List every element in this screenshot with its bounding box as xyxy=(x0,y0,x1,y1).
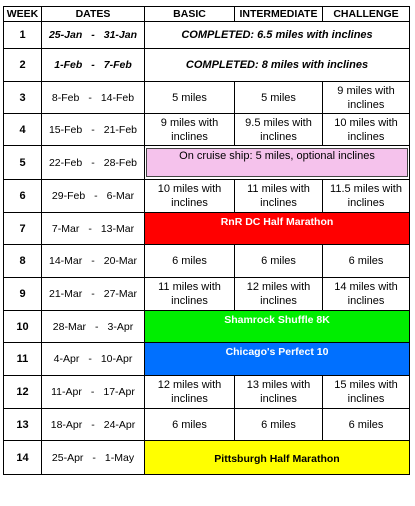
race-event: Chicago's Perfect 10 xyxy=(145,343,410,376)
date-end: 24-Apr xyxy=(103,418,136,431)
intermediate-plan: 6 miles xyxy=(235,409,323,441)
date-separator: - xyxy=(88,353,92,365)
date-start: 11-Apr xyxy=(51,386,82,398)
race-event: RnR DC Half Marathon xyxy=(145,213,410,245)
date-range xyxy=(42,146,145,180)
date-separator: - xyxy=(91,59,95,71)
header-row xyxy=(4,7,410,22)
schedule-rows xyxy=(4,22,410,475)
table-row xyxy=(4,146,410,180)
intermediate-plan: 9.5 miles with inclines xyxy=(235,114,323,146)
date-separator: - xyxy=(91,288,95,300)
date-start: 28-Mar xyxy=(52,320,87,333)
training-schedule-table xyxy=(3,6,410,475)
date-end: 28-Feb xyxy=(103,156,138,169)
date-start: 1-Feb xyxy=(54,59,83,71)
header-dates: DATES xyxy=(42,7,145,22)
week-number: 14 xyxy=(4,441,42,475)
week-number: 11 xyxy=(4,343,42,376)
date-end: 3-Apr xyxy=(107,320,134,333)
header-basic: BASIC xyxy=(145,7,235,22)
intermediate-plan: 12 miles with inclines xyxy=(235,278,323,311)
week-number: 7 xyxy=(4,213,42,245)
basic-plan: 12 miles with inclines xyxy=(145,376,235,409)
date-range xyxy=(42,376,145,409)
table-row xyxy=(4,22,410,49)
table-row xyxy=(4,49,410,82)
date-range xyxy=(42,245,145,278)
header-challenge: CHALLENGE xyxy=(323,7,410,22)
date-end: 31-Jan xyxy=(103,29,138,41)
date-range xyxy=(42,49,145,82)
date-start: 15-Feb xyxy=(48,123,83,136)
week-number: 13 xyxy=(4,409,42,441)
date-separator: - xyxy=(88,222,92,235)
challenge-plan: 6 miles xyxy=(323,409,410,441)
date-start: 29-Feb xyxy=(51,190,86,202)
date-range xyxy=(42,180,145,213)
basic-plan: 6 miles xyxy=(145,245,235,278)
challenge-plan: 15 miles with inclines xyxy=(323,376,410,409)
challenge-plan: 14 miles with inclines xyxy=(323,278,410,311)
table-row xyxy=(4,441,410,475)
race-event: Shamrock Shuffle 8K xyxy=(145,311,410,343)
table-row xyxy=(4,114,410,146)
date-separator: - xyxy=(92,451,96,464)
week-number: 1 xyxy=(4,22,42,49)
date-end: 27-Mar xyxy=(103,288,138,300)
date-start: 25-Apr xyxy=(51,451,84,464)
date-separator: - xyxy=(88,91,92,104)
table-row xyxy=(4,245,410,278)
date-range xyxy=(42,114,145,146)
week-number: 5 xyxy=(4,146,42,180)
basic-plan: 6 miles xyxy=(145,409,235,441)
completed-note: COMPLETED: 6.5 miles with inclines xyxy=(145,22,410,49)
date-end: 10-Apr xyxy=(100,353,133,365)
date-end: 1-May xyxy=(104,451,135,464)
date-range xyxy=(42,82,145,114)
date-range xyxy=(42,213,145,245)
date-start: 18-Apr xyxy=(50,418,83,431)
table-row xyxy=(4,278,410,311)
date-start: 22-Feb xyxy=(48,156,83,169)
date-separator: - xyxy=(95,320,99,333)
challenge-plan: 6 miles xyxy=(323,245,410,278)
date-start: 4-Apr xyxy=(53,353,80,365)
challenge-plan: 9 miles with inclines xyxy=(323,82,410,114)
date-range xyxy=(42,278,145,311)
table-row xyxy=(4,213,410,245)
date-range xyxy=(42,311,145,343)
date-start: 8-Feb xyxy=(51,91,80,104)
table-row xyxy=(4,180,410,213)
table-row xyxy=(4,409,410,441)
basic-plan: 5 miles xyxy=(145,82,235,114)
table-row xyxy=(4,82,410,114)
intermediate-plan: 13 miles with inclines xyxy=(235,376,323,409)
week-number: 3 xyxy=(4,82,42,114)
intermediate-plan: 11 miles with inclines xyxy=(235,180,323,213)
date-end: 21-Feb xyxy=(103,123,138,136)
challenge-plan: 10 miles with inclines xyxy=(323,114,410,146)
date-end: 6-Mar xyxy=(106,190,135,202)
header-intermediate: INTERMEDIATE xyxy=(235,7,323,22)
date-start: 14-Mar xyxy=(48,255,83,267)
date-separator: - xyxy=(91,156,95,169)
basic-plan: 11 miles with inclines xyxy=(145,278,235,311)
header-week: WEEK xyxy=(4,7,42,22)
week-number: 9 xyxy=(4,278,42,311)
date-range xyxy=(42,22,145,49)
date-separator: - xyxy=(91,29,95,41)
date-separator: - xyxy=(94,190,98,202)
date-range xyxy=(42,409,145,441)
table-row xyxy=(4,311,410,343)
week-number: 12 xyxy=(4,376,42,409)
date-separator: - xyxy=(91,418,95,431)
cruise-cell xyxy=(145,146,410,180)
date-range xyxy=(42,343,145,376)
date-separator: - xyxy=(91,255,95,267)
date-end: 14-Feb xyxy=(100,91,135,104)
week-number: 10 xyxy=(4,311,42,343)
date-separator: - xyxy=(91,123,95,136)
date-end: 17-Apr xyxy=(103,386,135,398)
week-number: 8 xyxy=(4,245,42,278)
date-end: 13-Mar xyxy=(100,222,135,235)
completed-note: COMPLETED: 8 miles with inclines xyxy=(145,49,410,82)
basic-plan: 9 miles with inclines xyxy=(145,114,235,146)
challenge-plan: 11.5 miles with inclines xyxy=(323,180,410,213)
date-range xyxy=(42,441,145,475)
week-number: 2 xyxy=(4,49,42,82)
date-start: 25-Jan xyxy=(48,29,83,41)
date-end: 20-Mar xyxy=(103,255,138,267)
basic-plan: 10 miles with inclines xyxy=(145,180,235,213)
date-start: 7-Mar xyxy=(51,222,80,235)
week-number: 6 xyxy=(4,180,42,213)
intermediate-plan: 6 miles xyxy=(235,245,323,278)
date-end: 7-Feb xyxy=(103,59,132,71)
table-row xyxy=(4,343,410,376)
cruise-note: On cruise ship: 5 miles, optional inclines xyxy=(146,148,408,177)
week-number: 4 xyxy=(4,114,42,146)
date-start: 21-Mar xyxy=(48,288,83,300)
race-event: Pittsburgh Half Marathon xyxy=(145,441,410,475)
table-row xyxy=(4,376,410,409)
intermediate-plan: 5 miles xyxy=(235,82,323,114)
date-separator: - xyxy=(90,386,95,398)
